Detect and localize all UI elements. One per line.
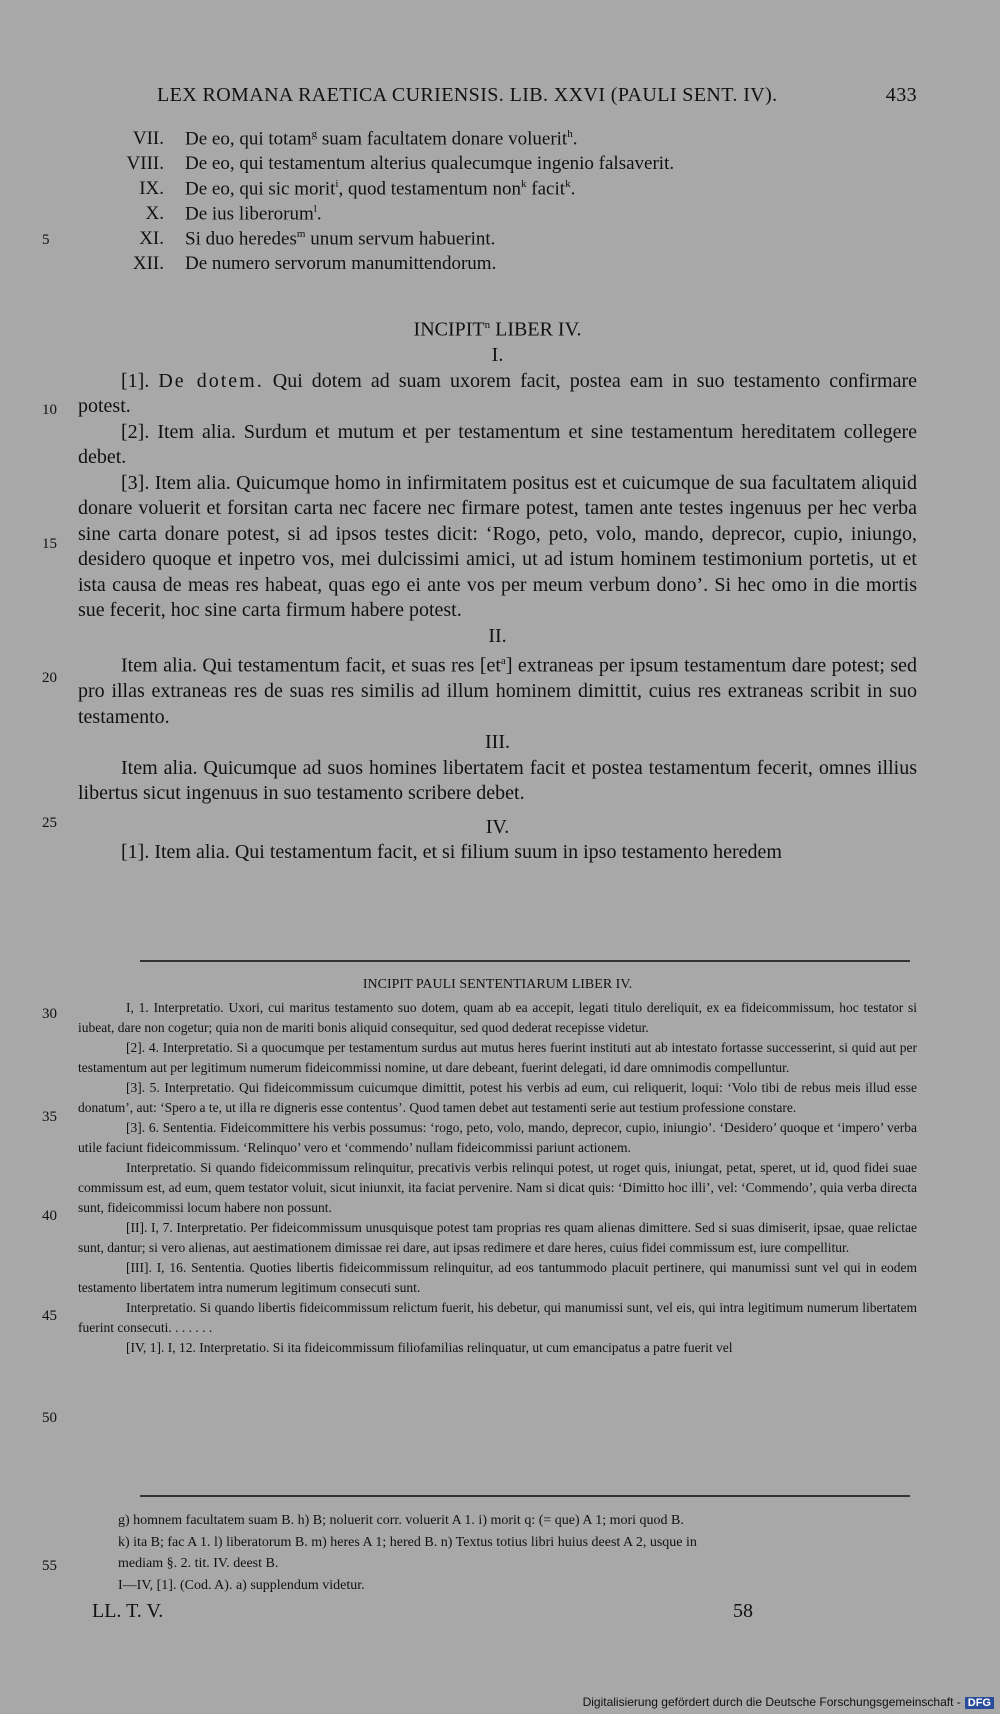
paragraph: [1]. Item alia. Qui testamentum facit, et si filium suum in ipso testamento heredem — [121, 841, 782, 864]
paragraph: Item alia. Qui testamentum facit, et suas res $[et^a]$ extraneas per ipsum testamentum dare potest; sed pro illas extraneas res de suas res similis ad illum hominem dimittit, cuius res extraneas scribit in suo testamento. — [78, 654, 917, 728]
paragraph: Item alia. Quicumque ad suos homines libertatem facit et postea testamentum fecerit, omnes illius libertus sicut ingenuus in suo testamento scribere debet. — [78, 756, 917, 805]
line-number: 45 — [42, 1308, 57, 1324]
section-heading: IV. — [485, 815, 510, 838]
sheet-number: 58 — [733, 1600, 753, 1622]
commentary-entry: Interpretatio. Si quando fideicommissum relinquitur, precativis verbis relinqui potest, ut roget quis, iniungat, petat, speret, ut id, quod fidei suae commissum est, ad eum, quem testator voluit, sicut iniunxit, ita faciat pervenire. Nam si dicat quis: ‘Dimitto hoc illi’, vel: ‘Commendo’, quia verba directa sunt, fideicommissi locum habere non possunt. — [78, 1160, 917, 1215]
footnote-line: k) ita B; fac A 1. l) liberatorum B. m) heres A 1; hered B. n) Textus totius libri huius deest A 2, usque in — [118, 1534, 697, 1550]
line-number: 35 — [42, 1109, 57, 1125]
apparatus-footnotes — [78, 1510, 917, 1596]
section-heading: II. — [488, 624, 507, 647]
book-heading: INCIPIT$^n$ LIBER IV. — [413, 318, 582, 341]
page-number: 433 — [885, 84, 917, 106]
commentary-entry: Interpretatio. Si quando libertis fideicommissum relictum fuerit, his debetur, qui manumissi sunt, vel eis, qui intra legitimum numerum libertatem fuerint consecuti. . . . . . . — [78, 1300, 917, 1335]
toc-row: VII. De eo, qui totam$^g$ suam facultatem donare voluerit$^h$. — [132, 128, 578, 150]
toc-row: IX. De eo, qui sic morit$^i$, quod testamentum non$^k$ facit$^k$. — [139, 178, 576, 200]
line-number: 50 — [42, 1410, 57, 1426]
line-number: 15 — [42, 536, 57, 552]
credit-text: Digitalisierung gefördert durch die Deutsche Forschungsgemeinschaft - — [582, 1695, 961, 1709]
dfg-logo-icon: DFG — [965, 1697, 994, 1709]
commentary-entry: [II]. I, 7. Interpretatio. Per fideicommissum unusquisque potest tam proprias res quam alienas dimittere. Sed si suas dimiserit, ipsae, quae relictae sunt, dantur; si vero alienas, aut aestimationem dimissae rei dare, aut ipsas redimere et dare heres, cuius fidei commissum est, iure compellitur. — [78, 1220, 917, 1255]
line-number: 30 — [42, 1006, 57, 1022]
section-heading: III. — [485, 731, 510, 754]
paragraph: [3]. Item alia. Quicumque homo in infirmitatem positus est et cuicumque de sua facultatem aliquid donare voluerit et forsitan carta nec facere nec firmare potest, tamen ante testes ingenuus per hec verba sine carta donare potest, si ad ipsos testes dicit: ‘Rogo, peto, volo, mando, deprecor, cupio, iniungo, desidero quoque et inpetro vos, mei dulcissimi amici, ut ad istum hominem testimonium portetis, ut et ista causa de meas res habeat, quas ego ei ante vos per meum verbum dono’. Si hec omo in die mortis sue fecerit, hoc sine carta firmum habere potest. — [78, 471, 917, 622]
section-heading: I. — [491, 344, 504, 367]
line-number: 10 — [42, 402, 57, 418]
toc-row: VIII. De eo, qui testamentum alterius qualecumque ingenio falsaverit. — [126, 153, 675, 174]
line-number: 40 — [42, 1208, 57, 1224]
line-number: 20 — [42, 670, 57, 686]
line-number: 5 — [42, 232, 50, 248]
footnote-line: I—IV, [1]. (Cod. A). a) supplendum videtur. — [118, 1577, 365, 1593]
volume-signature: LL. T. V. — [92, 1600, 164, 1622]
commentary-entry: [3]. 5. Interpretatio. Qui fideicommissum cuicumque dimittit, potest his verbis ad eum, cui reliquerit, loqui: ‘Volo tibi de rebus meis illud esse donatum’, aut: ‘Spero a te, ut illa re digneris esse contentus’. Quod tamen debet aut testamenti serie aut testium professione constare. — [78, 1080, 917, 1115]
paragraph: [2]. Item alia. Surdum et mutum et per testamentum et sine testamentum hereditatem collegere debet. — [78, 420, 917, 469]
divider — [140, 960, 910, 962]
commentary-entry: I, 1. Interpretatio. Uxori, cui maritus testamento suo dotem, quam ab ea accepit, legati titulo dereliquit, ex ea fideicommissum, hoc testator si iubeat, dare non cogetur; quia non de mariti bonis aliquid consequitur, sed quod dederat recepisse videtur. — [78, 1000, 917, 1035]
divider — [140, 1495, 910, 1497]
commentary — [78, 975, 917, 1358]
footnote-line: mediam §. 2. tit. IV. deest B. — [118, 1556, 279, 1571]
toc-row: XII. De numero servorum manumittendorum. — [132, 253, 497, 274]
commentary-entry: [2]. 4. Interpretatio. Si a quocumque per testamentum surdus aut mutus heres fuerint instituti aut ab intestato fortasse successerint, si quid aut per testamentum aut per legitimum numerum fideicommissi nomine, ut dare debeant, fuerint delegati, id dare omnimodis compelluntur. — [78, 1040, 917, 1075]
funding-credit — [583, 1695, 994, 1709]
main-text — [78, 313, 917, 866]
running-header — [157, 84, 917, 107]
commentary-title: INCIPIT PAULI SENTENTIARUM LIBER IV. — [362, 977, 633, 992]
footnote-line: g) homnem facultatem suam B. h) B; noluerit corr. voluerit A 1. i) morit q: (= que) A 1; mori quod B. — [118, 1513, 684, 1528]
toc-row: XI. Si duo heredes$^m$ unum servum habuerint. — [139, 228, 496, 250]
line-number: 55 — [42, 1558, 57, 1574]
commentary-entry: [IV, 1]. I, 12. Interpretatio. Si ita fideicommissum filiofamilias relinquatur, ut cum emancipatus a patre fuerit vel — [126, 1340, 733, 1355]
commentary-entry: [3]. 6. Sententia. Fideicommittere his verbis possumus: ‘rogo, peto, volo, mando, deprecor, cupio, iniungio’. ‘Desidero’ quoque et ‘impero’ verba utile faciunt fideicommissum. ‘Relinquo’ vero et ‘commendo’ nullam fideicommissi pariunt actionem. — [78, 1120, 917, 1155]
paragraph: [1]. De dotem. Qui dotem ad suam uxorem facit, postea eam in suo testamento confirmare potest. — [78, 369, 917, 418]
toc-row: X. De ius liberorum$^l$. — [145, 203, 322, 225]
commentary-entry: [III]. I, 16. Sententia. Quoties libertis fideicommissum relinquitur, ad eos tantummodo placuit pertinere, qui manumissi sunt vel qui in eodem testamento libertatem intra numerum legitimum consecuti sunt. — [78, 1260, 917, 1295]
running-title: LEX ROMANA RAETICA CURIENSIS. LIB. XXVI (PAULI SENT. IV). — [157, 84, 778, 106]
line-number: 25 — [42, 815, 57, 831]
